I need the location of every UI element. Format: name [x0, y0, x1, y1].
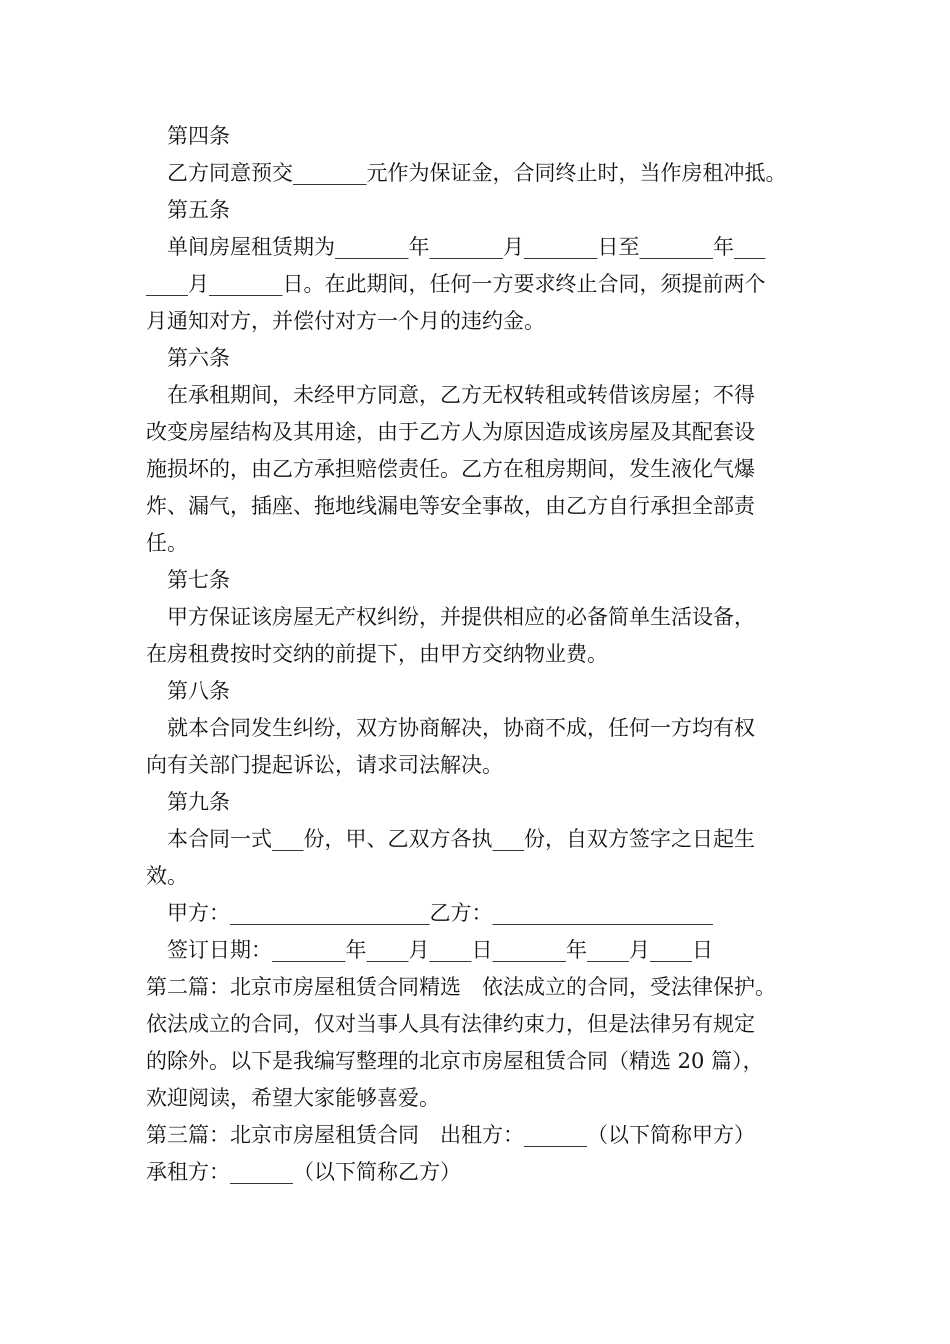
- part-2-line-2: 依法成立的合同，仅对当事人具有法律约束力，但是法律另有规定: [146, 1012, 755, 1036]
- article-6-heading: 第六条: [167, 346, 230, 370]
- article-7-body-line-1: 甲方保证该房屋无产权纠纷，并提供相应的必备简单生活设备，: [167, 605, 755, 629]
- article-7-heading: 第七条: [167, 568, 230, 592]
- part-3-line-2: 承租方：______（以下简称乙方）: [146, 1160, 461, 1184]
- article-9-heading: 第九条: [167, 790, 230, 814]
- article-6-body-line-2: 改变房屋结构及其用途，由于乙方人为原因造成该房屋及其配套设: [146, 420, 755, 444]
- article-9-body-line-2: 效。: [146, 864, 188, 888]
- signature-line: 甲方：___________________乙方：_____________________: [167, 901, 713, 925]
- part-2-line-1: 第二篇：北京市房屋租赁合同精选 依法成立的合同，受法律保护。: [146, 975, 776, 999]
- article-4-heading: 第四条: [167, 124, 230, 148]
- part-2-line-4: 欢迎阅读，希望大家能够喜爱。: [146, 1086, 440, 1110]
- part-3-line-1: 第三篇：北京市房屋租赁合同 出租方：______（以下简称甲方）: [146, 1123, 755, 1147]
- article-6-body-line-3: 施损坏的，由乙方承担赔偿责任。乙方在租房期间，发生液化气爆: [146, 457, 755, 481]
- article-4-body: 乙方同意预交_______元作为保证金，合同终止时，当作房租冲抵。: [167, 161, 787, 185]
- article-8-body-line-1: 就本合同发生纠纷，双方协商解决，协商不成，任何一方均有权: [167, 716, 755, 740]
- article-6-body-line-1: 在承租期间，未经甲方同意，乙方无权转租或转借该房屋；不得: [167, 383, 755, 407]
- article-5-body-line-2: ____月_______日。在此期间，任何一方要求终止合同，须提前两个: [146, 272, 766, 296]
- article-9-body-line-1: 本合同一式___份，甲、乙双方各执___份，自双方签字之日起生: [167, 827, 755, 851]
- document-page: [146, 118, 814, 1191]
- article-6-body-line-5: 任。: [146, 531, 188, 555]
- article-5-heading: 第五条: [167, 198, 230, 222]
- article-7-body-line-2: 在房租费按时交纳的前提下，由甲方交纳物业费。: [146, 642, 608, 666]
- part-2-line-3: 的除外。以下是我编写整理的北京市房屋租赁合同（精选 20 篇），: [146, 1049, 764, 1073]
- signing-date-line: 签订日期：_______年____月____日_______年____月____日: [167, 938, 713, 962]
- article-6-body-line-4: 炸、漏气，插座、拖地线漏电等安全事故，由乙方自行承担全部责: [146, 494, 755, 518]
- article-8-body-line-2: 向有关部门提起诉讼，请求司法解决。: [146, 753, 503, 777]
- article-8-heading: 第八条: [167, 679, 230, 703]
- article-5-body-line-3: 月通知对方，并偿付对方一个月的违约金。: [146, 309, 545, 333]
- article-5-body-line-1: 单间房屋租赁期为_______年_______月_______日至_______年___: [167, 235, 766, 259]
